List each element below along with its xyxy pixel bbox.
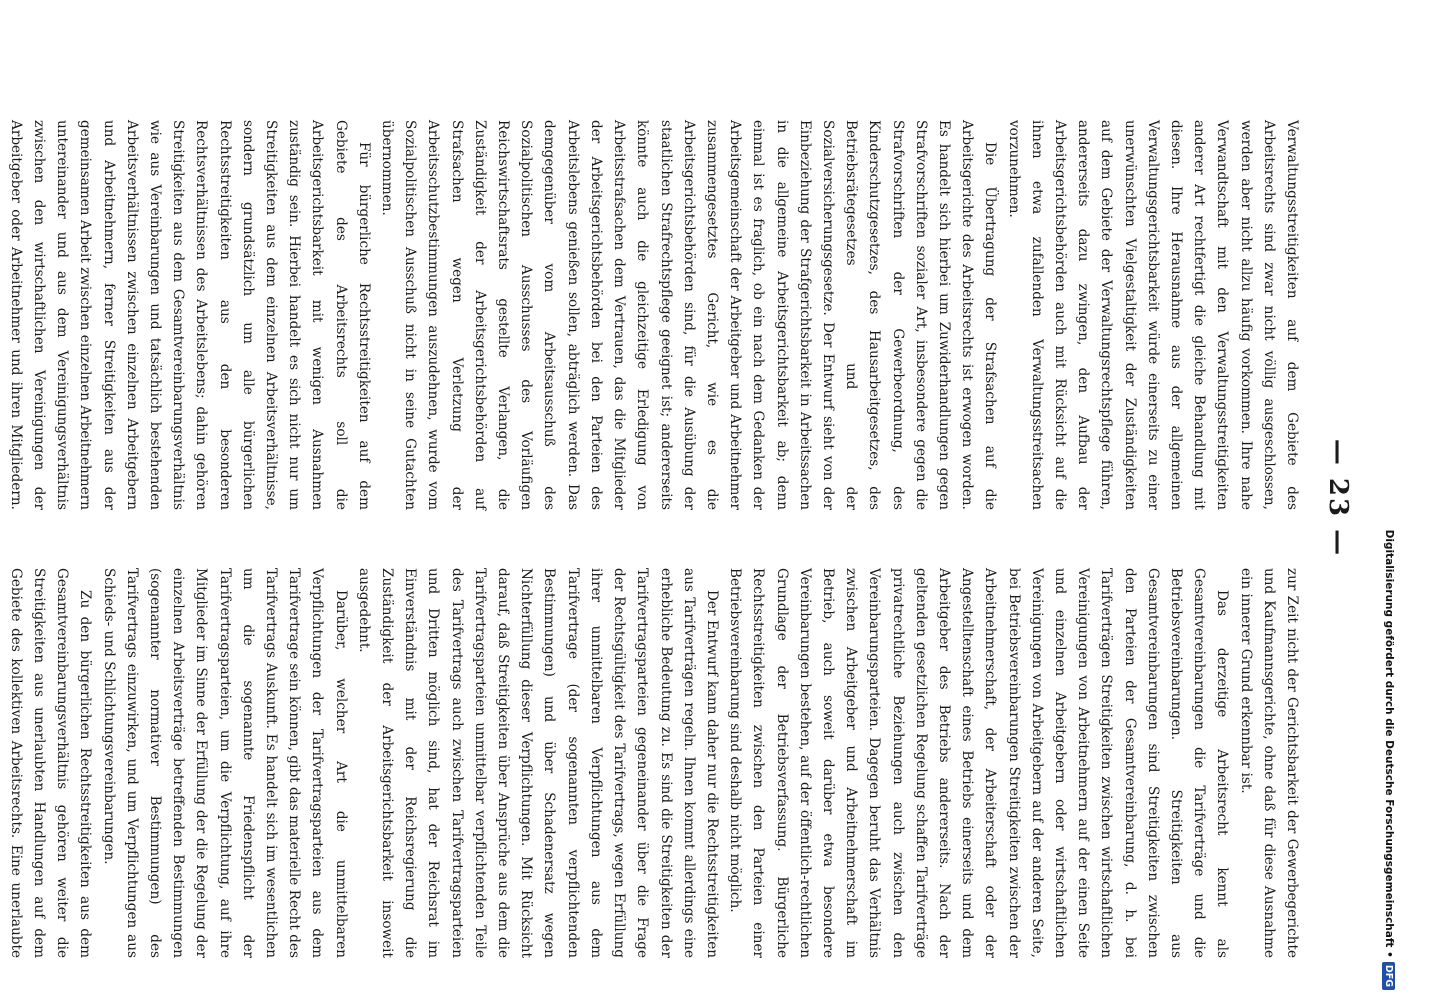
paragraph: Zu den bürgerlichen Rechtsstreitigkeiten aus dem Gesamtvereinbarungsverhältnis gehören weiter die Streitigkeiten aus unerlaubten Handlungen auf dem Gebiete des kollektiven Arbeitsrechts. Eine unerlaubte — [7, 568, 94, 958]
paragraph: Der Entwurf kann daher nur die Rechtsstreitigkeiten aus Tarifverträgen regeln. Ihnen kommt allerdings eine erhebliche Bedeutung zu. Es sind die Streitigkeiten der Tarifvertragsparteien gegeneinander über die Frage der Rechtsgültigkeit des Tarifvertrags, wegen Erfüllung ihrer unmittelbaren Verpflichtungen aus dem Tarifvertrage (der sogenannten verpflichtenden Bestimmungen) und über Schadenersatz wegen Nichterfüllung dieser Verpflichtungen. Mit Rücksicht darauf, daß Streitigkeiten über Ansprüche aus dem die Tarifvertragsparteien unmittelbar verpflichtenden Teile des Tarifvertrags auch zwischen Tarifvertragsparteien und Dritten möglich sind, hat der Reichsrat im Einverständnis mit der Reichsregierung die Zuständigkeit der Arbeitsgerichtsbarkeit insoweit ausgedehnt. — [355, 568, 720, 958]
paragraph: zur Zeit nicht der Gerichtsbarkeit der Gewerbegerichte und Kaufmannsgerichte, ohne daß für diese Ausnahme ein innerer Grund erkennbar ist. — [1237, 568, 1300, 958]
paragraph: Die Übertragung der Strafsachen auf die Arbeitsgerichte des Arbeitsrechts ist erwogen worden. Es handelt sich hierbei um Zuwiderhandlungen gegen Strafvorschriften sozialer Art, insbesondere gegen die Strafvorschriften der Gewerbeordnung, des Kinderschutzgesetzes, des Hausarbeitgesetzes, des Betriebsrätegesetzes und der Sozialversicherungsgesetze. Der Entwurf sieht von der Einbeziehung der Strafgerichtsbarkeit in Arbeitssachen in die allgemeine Arbeitsgerichtsbarkeit ab; denn einmal ist es fraglich, ob ein nach dem Gedanken der Arbeitsgemeinschaft der Arbeitgeber und Arbeitnehmer zusammengesetztes Gericht, wie es die Arbeitsgerichtsbehörden sind, für die Ausübung der staatlichen Strafrechtspflege geeignet ist; andererseits könnte auch die gleichzeitige Erledigung von Arbeitsstrafsachen dem Vertrauen, das die Mitglieder der Arbeitsgerichtsbehörden bei den Parteien des Arbeitslebens genießen sollen, abträglich werden. Das demgegenüber vom Arbeitsausschuß des Sozialpolitischen Ausschusses des Vorläufigen Reichswirtschaftsrats gestellte Verlangen, die Zuständigkeit der Arbeitsgerichtsbehörden auf Strafsachen wegen Verletzung der Arbeitsschutzbestimmungen auszudehnen, wurde vom Sozialpolitischen Ausschuß nicht in seine Gutachten übernommen. — [379, 120, 999, 510]
dfg-logo: DFG — [1383, 962, 1396, 990]
left-column — [0, 120, 1303, 510]
digitization-footer — [1376, 10, 1402, 990]
paragraph: Verwaltungsstreitigkeiten auf dem Gebiete des Arbeitsrechts sind zwar nicht völlig ausgeschlossen, werden aber nicht allzu häufig vorkommen. Ihre nahe Verwandtschaft mit den Verwaltungsstreitigkeiten anderer Art rechtfertigt die gleiche Behandlung mit diesen. Ihre Herausnahme aus der allgemeinen Verwaltungsgerichtsbarkeit würde einerseits zu einer unerwünschten Vielgestaltigkeit der Zuständigkeiten auf dem Gebiete der Verwaltungsrechtspflege führen, andererseits dazu zwingen, den Aufbau der Arbeitsgerichtsbehörden auch mit Rücksicht auf die ihnen etwa zufallenden Verwaltungsstreitsachen vorzunehmen. — [1005, 120, 1300, 510]
scanned-page — [7, 28, 1415, 968]
footer-text: Digitalisierung gefördert durch die Deutsche Forschungsgemeinschaft • — [1383, 529, 1395, 958]
page-number: — 23 — — [1323, 438, 1353, 558]
right-column — [0, 568, 1303, 958]
paragraph: Darüber, welcher Art die unmittelbaren Verpflichtungen der Tarifvertragsparteien aus dem Tarifvertrage sein können, gibt das materielle Recht des Tarifvertrags Auskunft. Es handelt sich im wesentlichen um die sogenannte Friedenspflicht der Tarifvertragsparteien, um die Verpflichtung, auf ihre Mitglieder im Sinne der Erfüllung der die Regelung der einzelnen Arbeitsverträge betreffenden Bestimmungen (sogenannter normativer Bestimmungen) des Tarifvertrags einzuwirken, und um Verpflichtungen aus Schieds- und Schlichtungsvereinbarungen. — [100, 568, 349, 958]
paragraph: Das derzeitige Arbeitsrecht kennt als Gesamtvereinbarungen die Tarifverträge und die Betriebsvereinbarungen. Streitigkeiten aus Gesamtvereinbarungen sind Streitigkeiten zwischen den Parteien der Gesamtvereinbarung, d. h. bei Tarifverträgen Streitigkeiten zwischen wirtschaftlichen Vereinigungen von Arbeitnehmern auf der einen Seite und einzelnen Arbeitgebern oder wirtschaftlichen Vereinigungen von Arbeitgebern auf der anderen Seite, bei Betriebsvereinbarungen Streitigkeiten zwischen der Arbeitnehmerschaft, der Arbeiterschaft oder der Angestelltenschaft eines Betriebs einerseits und dem Arbeitgeber des Betriebs andererseits. Nach der geltenden gesetzlichen Regelung schaffen Tarifverträge privatrechtliche Beziehungen auch zwischen den Vereinbarungsparteien. Dagegen beruht das Verhältnis zwischen Arbeitgeber und Arbeitnehmerschaft im Betrieb, auch soweit darüber etwa besondere Vereinbarungen bestehen, auf der öffentlich-rechtlichen Grundlage der Betriebsverfassung. Bürgerliche Rechtsstreitigkeiten zwischen den Parteien einer Betriebsvereinbarung sind deshalb nicht möglich. — [727, 568, 1231, 958]
paragraph: Für bürgerliche Rechtsstreitigkeiten auf dem Gebiete des Arbeitsrechts soll die Arbeitsgerichtsbarkeit mit wenigen Ausnahmen zuständig sein. Hierbei handelt es sich nicht nur um Streitigkeiten aus dem einzelnen Arbeitsverhältnisse, sondern grundsätzlich um alle bürgerlichen Rechtsstreitigkeiten aus den besonderen Rechtsverhältnissen des Arbeitslebens; dahin gehören Streitigkeiten aus dem Gesamtvereinbarungsverhältnis wie aus Vereinbarungen und tatsächlich bestehenden Arbeitsverhältnissen zwischen einzelnen Arbeitgebern und Arbeitnehmern, ferner Streitigkeiten aus der gemeinsamen Arbeit zwischen einzelnen Arbeitnehmern untereinander und aus dem Vereinigungsverhältnis zwischen den wirtschaftlichen Vereinigungen der Arbeitgeber oder Arbeitnehmer und ihren Mitgliedern. — [7, 120, 372, 510]
